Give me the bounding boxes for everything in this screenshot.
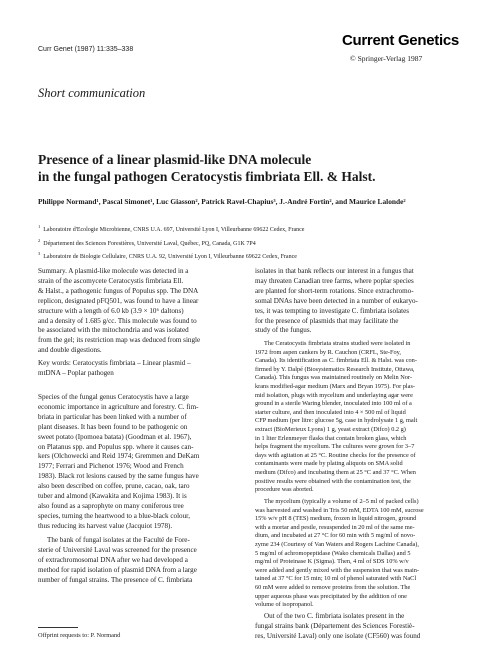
text-line: of extrachromosomal DNA after we had developed a — [38, 555, 188, 564]
text-line: extract (BioMerieux Lyons) 1 g, yeast extract (Difco) 0.2 g) — [255, 425, 406, 433]
text-line: upper aqueous phase was precipitated by the addition of one — [255, 592, 407, 600]
text-line: fungal strains bank (Département des Sciences Forestiè- — [255, 621, 415, 630]
title-line: Presence of a linear plasmid-like DNA molecule — [38, 152, 312, 167]
text-line: 60 mM were added to remove proteins from the solution. The — [255, 583, 411, 591]
text-line: 5 mg/ml of achromopeptidase (Wako chemicals Dallas) and 5 — [255, 549, 411, 557]
affiliation-3: $^3$ Laboratoire de Biologie Cellulaire, CNRS U.A. 92, Université Lyon I, Villeurbanne 69622 Cedex, France — [38, 251, 297, 261]
text-line: from the gel; its restriction map was deduced from single — [38, 336, 201, 345]
text-line: briata in particular has been linked with a number of — [38, 412, 187, 421]
title-line: in the fungal pathogen Ceratocystis fimbriata Ell. & Halst. — [38, 169, 376, 184]
text-line: sterie of Université Laval was screened for the presence — [38, 545, 197, 554]
text-line: and a density of 1.685 g/cc. This molecule was found to — [38, 316, 197, 325]
text-line: Species of the fungal genus Ceratocystis have a large — [38, 393, 189, 401]
text-line: was harvested and washed in Tris 50 mM, EDTA 100 mM, sucrose — [255, 506, 424, 514]
text-line: helps fragment the mycelium. The cultures were grown for 3–7 — [255, 443, 415, 451]
text-line: The Ceratocystis fimbriata strains studied were isolated in — [264, 340, 411, 347]
text-line: Out of the two C. fimbriata isolates present in the — [264, 612, 405, 620]
text-line: contaminants were made by plating aliquots on SMA solid — [255, 460, 403, 468]
text-line: and double digestions. — [38, 346, 102, 355]
text-line: dium, and incubated at 27 °C for 60 min with 5 mg/ml of novo- — [255, 532, 416, 540]
text-line: medium (Difco) and incubating them at 25 °C and 37 °C. When — [255, 468, 416, 476]
text-line: 1977; Ferrari and Pichenot 1976; Wood and French — [38, 462, 184, 471]
text-line: thus reducing its harvest value (Jacquiot 1978). — [38, 521, 173, 530]
text-line: economic importance in agriculture and forestry. C. fim- — [38, 402, 199, 411]
text-line: were added and gently mixed with the suspension that was main- — [255, 566, 420, 574]
text-line: 1972 from aspen cankers by R. Cauchon (CRFL, Ste-Foy, — [255, 348, 401, 356]
text-line: The mycelium (typically a volume of 2–5 ml of packed cells) — [264, 498, 419, 505]
text-line: Canada). This fungus was maintained routinely on Melin Nor- — [255, 374, 412, 382]
section-heading: Short communication — [38, 86, 146, 100]
right-paragraph-1 — [255, 267, 467, 336]
intro-paragraph — [38, 393, 246, 532]
text-line: also found as a saprophyte on many coniferous tree — [38, 501, 184, 510]
text-line: plant diseases. It has been found to be pathogenic on — [38, 422, 188, 431]
text-line: volume of isopropanol. — [255, 601, 314, 609]
text-line: starter culture, and then inoculated into 4 × 500 ml of liquid — [255, 408, 406, 416]
text-line: structure with a length of 6.0 kb (3.9 × 10⁶ daltons) — [38, 306, 184, 315]
text-line: Canada). Its identification as C. fimbriata Ell. & Halst. was con- — [255, 357, 417, 365]
affiliation-1: $^1$ Laboratoire d'Ecologie Microbienne, CNRS U.A. 697, Université Lyon I, Villeurbanne 69622 Cedex, France — [38, 224, 305, 233]
text-line: & Halst., a pathogenic fungus of Populus spp. The DNA — [38, 286, 199, 295]
text-line: on Platanus spp. and Populus spp. where it causes can- — [38, 442, 194, 451]
text-line: days with agitation at 25 °C. Routine checks for the presence of — [255, 451, 416, 459]
text-line: with a mortar and pestle, resuspended in 20 ml of the same me- — [255, 523, 415, 531]
footnote-rule — [38, 627, 78, 628]
text-line: are planted for short-term rotations. Since extrachromo- — [255, 286, 414, 295]
text-line: procedure was aborted. — [255, 486, 314, 494]
text-line: also been described on coffee, prune, cacao, oak, taro — [38, 482, 190, 491]
text-line: study of the fungus. — [255, 326, 312, 335]
text-line: somal DNAs have been detected in a number of eukaryo- — [255, 296, 418, 305]
offprint-note: Offprint requests to: P. Normand — [38, 632, 121, 639]
text-line: Key words: Ceratocystis fimbriata – Linear plasmid – — [38, 359, 191, 367]
text-line: tes, it was tempting to investigate C. fimbriata isolates — [255, 306, 410, 315]
affiliation-2: $^2$ Département des Sciences Forestières, Université Laval, Québec, PQ, Canada, G1K 7P4 — [38, 237, 256, 247]
text-line: sweet potato (Ipomoea batata) (Goodman et al. 1967), — [38, 432, 192, 441]
text-line: tuber and almond (Kawakita and Kojima 1983). It is — [38, 492, 187, 501]
right-paragraph-4 — [255, 612, 467, 642]
text-line: firmed by Y. Dalpé (Biosystematics Research Institute, Ottawa, — [255, 365, 415, 373]
text-line: Summary. A plasmid-like molecule was detected in a — [38, 267, 189, 275]
affiliations — [38, 222, 478, 263]
text-line: number of fungal strains. The presence of C. fimbriata — [38, 575, 193, 584]
summary-block — [38, 267, 246, 356]
copyright-notice: © Springer-Verlag 1987 — [350, 54, 423, 63]
text-line: CFP medium (per litre: glucose 5g, case in hydrolysate 1 g, malt — [255, 417, 418, 425]
keywords-block — [38, 359, 246, 379]
text-line: mtDNA – Poplar pathogen — [38, 368, 114, 377]
text-line: mid isolation, plugs with mycelium and underlaying agar were — [255, 391, 413, 399]
text-line: may threaten Canadian tree farms, where poplar species — [255, 276, 414, 285]
text-line: isolates in that bank reflects our interest in a fungus that — [255, 267, 414, 275]
bank-paragraph — [38, 536, 246, 586]
text-line: strain of the ascomycete Ceratocystis fimbriata Ell. — [38, 276, 184, 285]
text-line: tained at 37 °C for 15 min; 10 ml of phenol saturated with NaCl — [255, 575, 417, 583]
text-line: krans modified-agar medium (Marx and Bryan 1975). For plas- — [255, 382, 416, 390]
text-line: ground in a sterile Waring blender, inoculated into 100 ml of a — [255, 400, 412, 408]
methods-paragraph-1 — [255, 340, 467, 495]
text-line: kers (Olchowecki and Reid 1974; Gremmen and DeKam — [38, 452, 200, 461]
text-line: 1983). Black rot lesions caused by the same fungus have — [38, 472, 199, 481]
text-line: mg/ml of Proteinase K (Sigma). Then, 4 ml of SDS 10% w/v — [255, 558, 409, 566]
author-list: Philippe Normand¹, Pascal Simonet¹, Luc Giasson², Patrick Ravel-Chapius³, J.-André Fortin², and Maurice Lalonde² — [38, 197, 406, 206]
text-line: method for rapid isolation of plasmid DNA from a large — [38, 565, 197, 574]
journal-name: Current Genetics — [342, 32, 459, 49]
text-line: positive results were obtained with the contamination test, the — [255, 477, 411, 485]
text-line: 15% w/v pH 8 (TES) medium, frozen in liquid nitrogen, ground — [255, 515, 417, 523]
text-line: species, turning the heartwood to a blue-black colour, — [38, 511, 190, 520]
text-line: for the presence of plasmids that may facilitate the — [255, 316, 399, 325]
methods-paragraph-2 — [255, 498, 467, 610]
article-title — [38, 151, 458, 185]
text-line: be associated with the mitochondria and was isolated — [38, 326, 189, 335]
text-line: res, Université Laval) only one isolate (CF560) was found — [255, 631, 421, 640]
text-line: zyme 234 (Courtesy of Van Waters and Rogers Lachine Canada), — [255, 540, 419, 548]
text-line: The bank of fungal isolates at the Faculté de Fore- — [47, 536, 190, 544]
text-line: replicon, designated pFQ501, was found to have a linear — [38, 296, 199, 305]
journal-citation: Curr Genet (1987) 11:335–338 — [38, 46, 134, 53]
text-line: in 1 liter Erlenmeyer flasks that contain broken glass, which — [255, 434, 407, 442]
